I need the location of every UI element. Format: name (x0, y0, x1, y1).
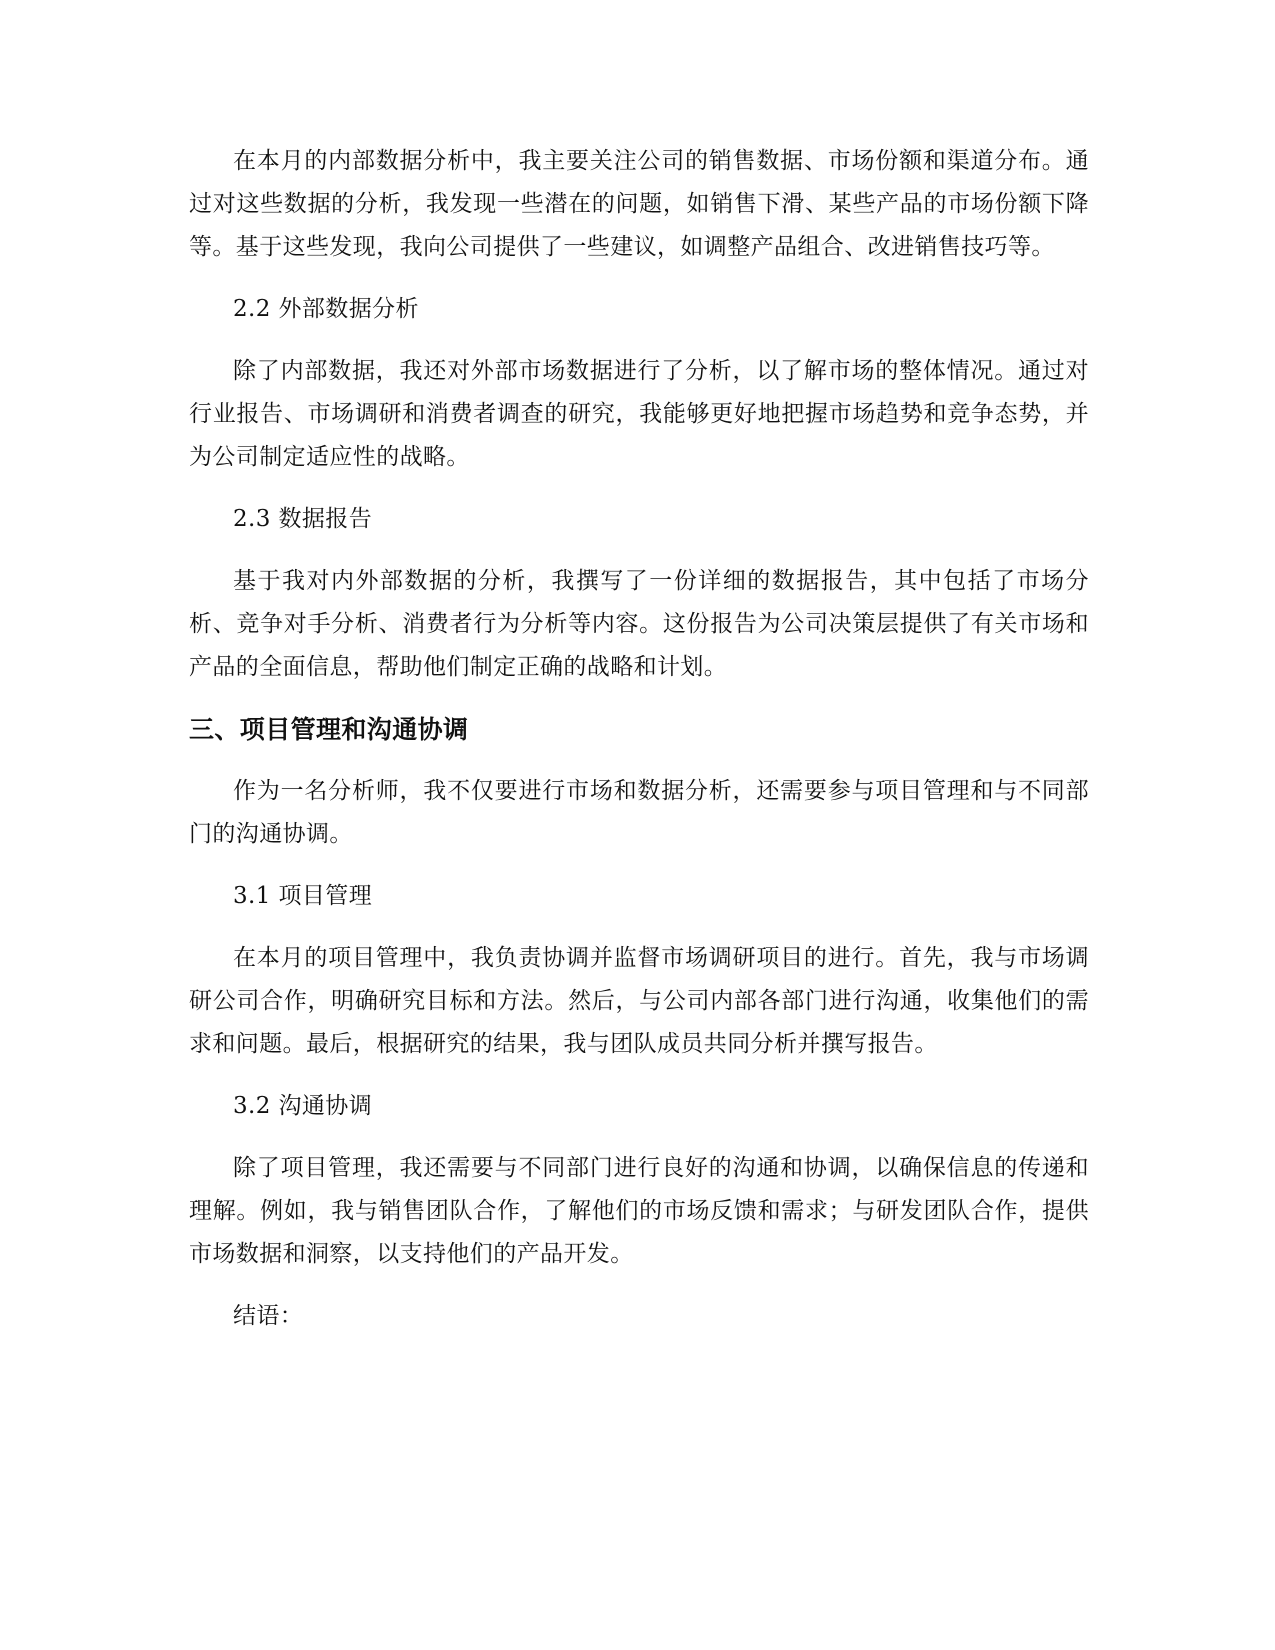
subheading-3-2: 3.2 沟通协调 (233, 1093, 373, 1119)
paragraph-project-management: 在本月的项目管理中，我负责协调并监督市场调研项目的进行。首先，我与市场调研公司合作，明确研究目标和方法。然后，与公司内部各部门进行沟通，收集他们的需求和问题。最后，根据研究的结果，我与团队成员共同分析并撰写报告。 (189, 945, 1089, 1057)
subheading-3-1: 3.1 项目管理 (233, 883, 373, 909)
subheading-conclusion: 结语： (233, 1303, 304, 1329)
subheading-2-2: 2.2 外部数据分析 (233, 296, 419, 322)
subheading-2-3: 2.3 数据报告 (233, 506, 373, 532)
paragraph-communication: 除了项目管理，我还需要与不同部门进行良好的沟通和协调，以确保信息的传递和理解。例如，我与销售团队合作，了解他们的市场反馈和需求；与研发团队合作，提供市场数据和洞察，以支持他们的产品开发。 (189, 1155, 1089, 1267)
document-page (189, 140, 1089, 1357)
paragraph-external-analysis: 除了内部数据，我还对外部市场数据进行了分析，以了解市场的整体情况。通过对行业报告、市场调研和消费者调查的研究，我能够更好地把握市场趋势和竞争态势，并为公司制定适应性的战略。 (189, 358, 1089, 470)
paragraph-section-3-intro: 作为一名分析师，我不仅要进行市场和数据分析，还需要参与项目管理和与不同部门的沟通协调。 (189, 778, 1089, 847)
paragraph-internal-analysis: 在本月的内部数据分析中，我主要关注公司的销售数据、市场份额和渠道分布。通过对这些数据的分析，我发现一些潜在的问题，如销售下滑、某些产品的市场份额下降等。基于这些发现，我向公司提供了一些建议，如调整产品组合、改进销售技巧等。 (189, 148, 1089, 260)
paragraph-data-report: 基于我对内外部数据的分析，我撰写了一份详细的数据报告，其中包括了市场分析、竞争对手分析、消费者行为分析等内容。这份报告为公司决策层提供了有关市场和产品的全面信息，帮助他们制定正确的战略和计划。 (189, 568, 1089, 680)
section-title-3: 三、项目管理和沟通协调 (189, 715, 469, 744)
